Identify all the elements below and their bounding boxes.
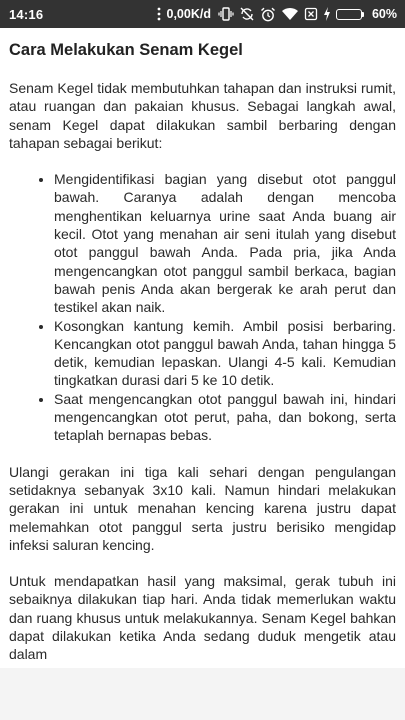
bottom-blank-area [0,668,405,720]
article-paragraph-3: Untuk mendapatkan hasil yang maksimal, gerak tubuh ini sebaiknya dilakukan tiap hari. Anda tidak memerlukan waktu dan ruang khusus untuk melakukannya. Senam Kegel bahkan dapat dilakukan ketika Anda sedang duduk mengetik atau dalam [9,573,396,663]
steps-list [9,170,396,444]
no-sync-icon [239,7,255,21]
article-title: Cara Melakukan Senam Kegel [9,41,243,59]
wifi-icon [281,7,299,21]
article-intro: Senam Kegel tidak membutuhkan tahapan dan instruksi rumit, atau ruangan dan pakaian khusus. Sebagai langkah awal, senam Kegel dapat dilakukan sambil berbaring dengan tahapan sebagai berikut: [9,80,396,151]
battery-percent: 60% [371,7,397,21]
article-paragraph-2: Ulangi gerakan ini tiga kali sehari dengan pengulangan setidaknya sebanyak 3x10 kali. Namun hindari melakukan gerakan ini untuk menahan kencing karena justru dapat melemahkan otot panggul serta justru berisiko mengidap infeksi saluran kencing. [9,463,396,553]
charging-icon [323,7,331,21]
status-time: 14:16 [9,6,44,22]
battery-icon [336,9,364,20]
article-content[interactable] [0,28,405,668]
status-icons [156,7,398,22]
list-item: • Saat mengencangkan otot panggul bawah ini, hindari mengencangkan otot perut, paha, dan bokong, serta tetaplah bernapas bebas. [54,390,396,445]
sim-off-icon [304,7,318,21]
more-icon [156,7,162,21]
alarm-icon [260,7,276,22]
vibrate-icon [218,7,234,21]
list-item: • Mengidentifikasi bagian yang disebut otot panggul bawah. Caranya adalah dengan mencoba menghentikan keluarnya urine saat Anda buang air kecil. Otot yang menahan air seni itulah yang disebut otot panggul bawah Anda. Pada pria, jika Anda mengencangkan otot panggul sambil berkaca, bagian bawah penis Anda akan bergerak ke arah perut dan testikel akan naik. [54,170,396,316]
list-item: • Kosongkan kantung kemih. Ambil posisi berbaring. Kencangkan otot panggul bawah Anda, tahan hingga 5 detik, kemudian lepaskan. Ulangi 4-5 kali. Kemudian tingkatkan durasi dari 5 ke 10 detik. [54,317,396,390]
status-bar [0,0,405,28]
network-speed: 0,00K/d [166,7,211,21]
